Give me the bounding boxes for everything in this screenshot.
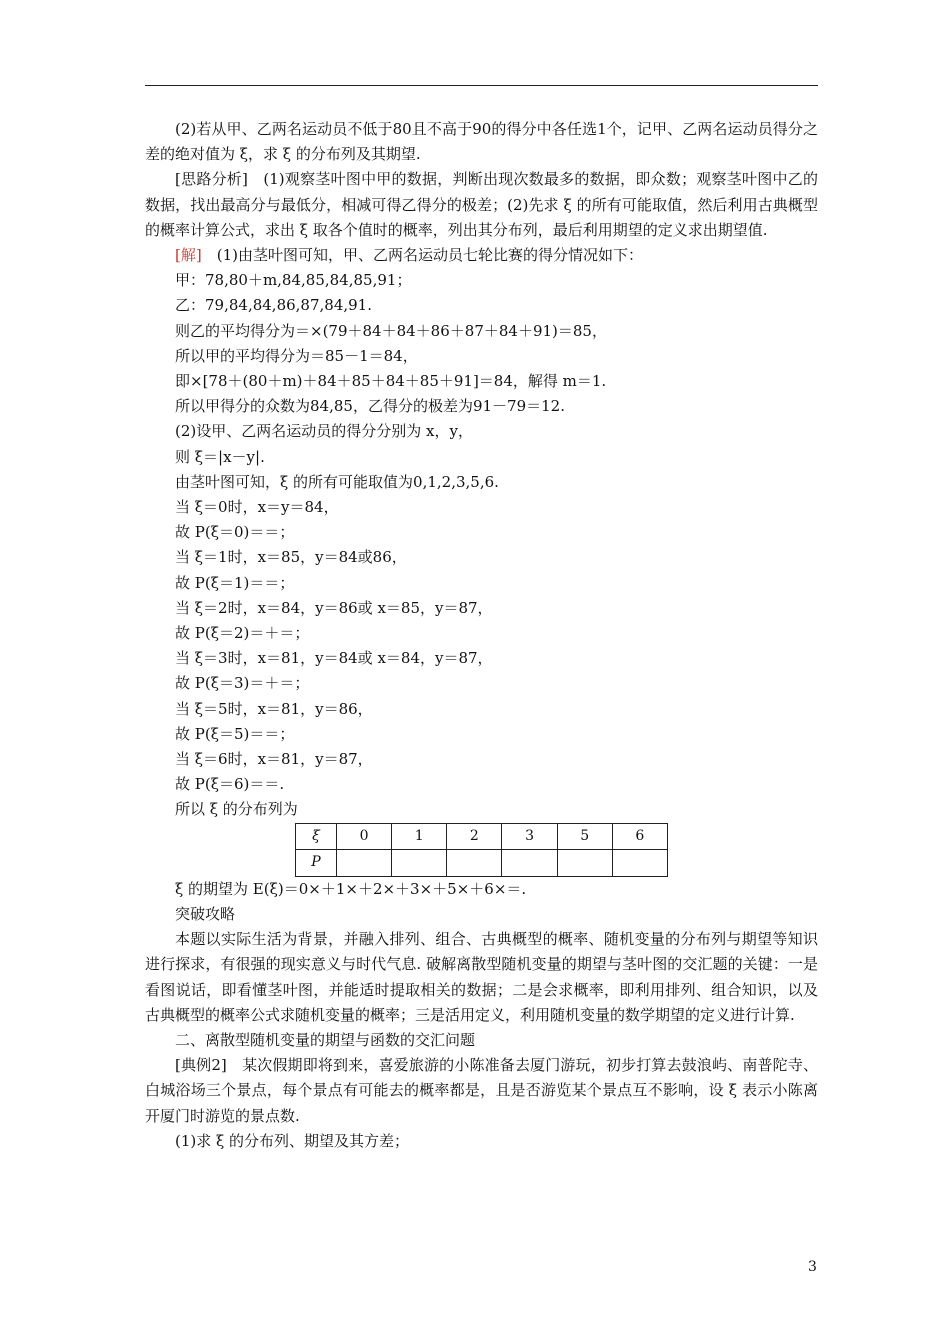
table-cell	[392, 850, 447, 877]
header-rule	[145, 85, 818, 86]
solution-line: 故 P(ξ＝6)＝＝.	[175, 775, 285, 794]
table-cell: 5	[557, 823, 612, 850]
table-cell: 6	[612, 823, 667, 850]
table-cell: 0	[337, 823, 392, 850]
strategy-paragraph: 本题以实际生活为背景，并融入排列、组合、古典概型的概率、随机变量的分布列与期望等知识进行探求，有很强的现实意义与时代气息. 破解离散型随机变量的期望与茎叶图的交汇题的关键：一是看图说话，即看懂茎叶图，并能适时提取相关的数据；二是会求概率，即利用排列、组合知识，以及古典概型的概率公式求随机变量的概率；三是活用定义，利用随机变量的数学期望的定义进行计算.	[145, 930, 818, 1024]
solution-line: 故 P(ξ＝2)＝＋＝；	[175, 624, 310, 643]
solution-line: 则乙的平均得分为＝×(79＋84＋84＋86＋87＋84＋91)＝85，	[175, 321, 607, 340]
table-header-xi: ξ	[296, 823, 337, 850]
solution-line: 当 ξ＝2时，x＝84，y＝86或 x＝85，y＝87，	[175, 598, 493, 617]
solution-line: 则 ξ＝|x－y|.	[175, 447, 265, 466]
solution-line: [解] (1)由茎叶图可知，甲、乙两名运动员七轮比赛的得分情况如下：	[175, 246, 643, 265]
solution-line: 由茎叶图可知，ξ 的所有可能取值为0,1,2,3,5,6.	[175, 472, 499, 491]
table-cell	[612, 850, 667, 877]
solution-line: 即×[78＋(80＋m)＋84＋85＋84＋85＋91]＝84，解得 m＝1.	[175, 372, 607, 391]
table-row-p	[296, 850, 668, 877]
solution-line: (2)设甲、乙两名运动员的得分分别为 x，y，	[175, 422, 473, 441]
table-cell	[502, 850, 557, 877]
table-row-xi	[296, 823, 668, 850]
example-2-label: [典例2]	[175, 1056, 227, 1075]
analysis-text: (1)观察茎叶图中甲的数据，判断出现次数最多的数据，即众数；观察茎叶图中乙的数据，找出最高分与最低分，相减可得乙得分的极差；(2)先求 ξ 的所有可能取值，然后利用古典概型的概率计算公式，求出 ξ 取各个值时的概率，列出其分布列，最后利用期望的定义求出期望值.	[145, 170, 818, 239]
solution-line: 乙：79,84,84,86,87,84,91.	[175, 296, 372, 315]
analysis-label: [思路分析]	[175, 170, 248, 189]
strategy-title: 突破攻略	[175, 904, 236, 923]
solution-line: 所以甲得分的众数为84,85，乙得分的极差为91－79＝12.	[175, 397, 565, 416]
table-cell	[447, 850, 502, 877]
page-content	[145, 117, 818, 1154]
analysis-paragraph	[145, 167, 818, 243]
solution-line: 故 P(ξ＝1)＝＝；	[175, 573, 295, 592]
page-number: 3	[808, 1259, 817, 1275]
solution-line: 故 P(ξ＝0)＝＝；	[175, 523, 295, 542]
table-cell	[337, 850, 392, 877]
distribution-table	[295, 823, 668, 877]
solution-line: 当 ξ＝1时，x＝85，y＝84或86，	[175, 548, 407, 567]
table-cell: 1	[392, 823, 447, 850]
solution-line: 当 ξ＝5时，x＝81，y＝86，	[175, 699, 373, 718]
table-cell: 3	[502, 823, 557, 850]
example-2-question-1: (1)求 ξ 的分布列、期望及其方差；	[175, 1131, 410, 1150]
solution-line: 所以甲的平均得分为＝85－1＝84，	[175, 346, 418, 365]
part2-question: (2)若从甲、乙两名运动员不低于80且不高于90的得分中各任选1个，记甲、乙两名运动员得分之差的绝对值为 ξ，求 ξ 的分布列及其期望.	[145, 120, 818, 164]
solution-line: 故 P(ξ＝5)＝＝；	[175, 724, 295, 743]
table-cell: 2	[447, 823, 502, 850]
table-header-p: P	[296, 850, 337, 877]
solution-line: 当 ξ＝0时，x＝y＝84，	[175, 498, 339, 517]
solution-line: 当 ξ＝3时，x＝81，y＝84或 x＝84，y＝87，	[175, 649, 493, 668]
solution-label: [解]	[175, 246, 202, 265]
section-2-title: 二、离散型随机变量的期望与函数的交汇问题	[175, 1030, 476, 1049]
solution-line: 甲：78,80＋m,84,85,84,85,91；	[175, 271, 412, 290]
solution-line: 故 P(ξ＝3)＝＋＝；	[175, 674, 310, 693]
example-2-text: 某次假期即将到来，喜爱旅游的小陈准备去厦门游玩，初步打算去鼓浪屿、南普陀寺、白城浴场三个景点，每个景点有可能去的概率都是，且是否游览某个景点互不影响，设 ξ 表示小陈离开厦门时游览的景点数.	[145, 1056, 818, 1125]
expectation-line: ξ 的期望为 E(ξ)＝0×＋1×＋2×＋3×＋5×＋6×＝.	[175, 879, 527, 898]
table-cell	[557, 850, 612, 877]
solution-line: 所以 ξ 的分布列为	[175, 800, 298, 819]
solution-line: 当 ξ＝6时，x＝81，y＝87，	[175, 750, 373, 769]
example-2-paragraph	[145, 1053, 818, 1129]
